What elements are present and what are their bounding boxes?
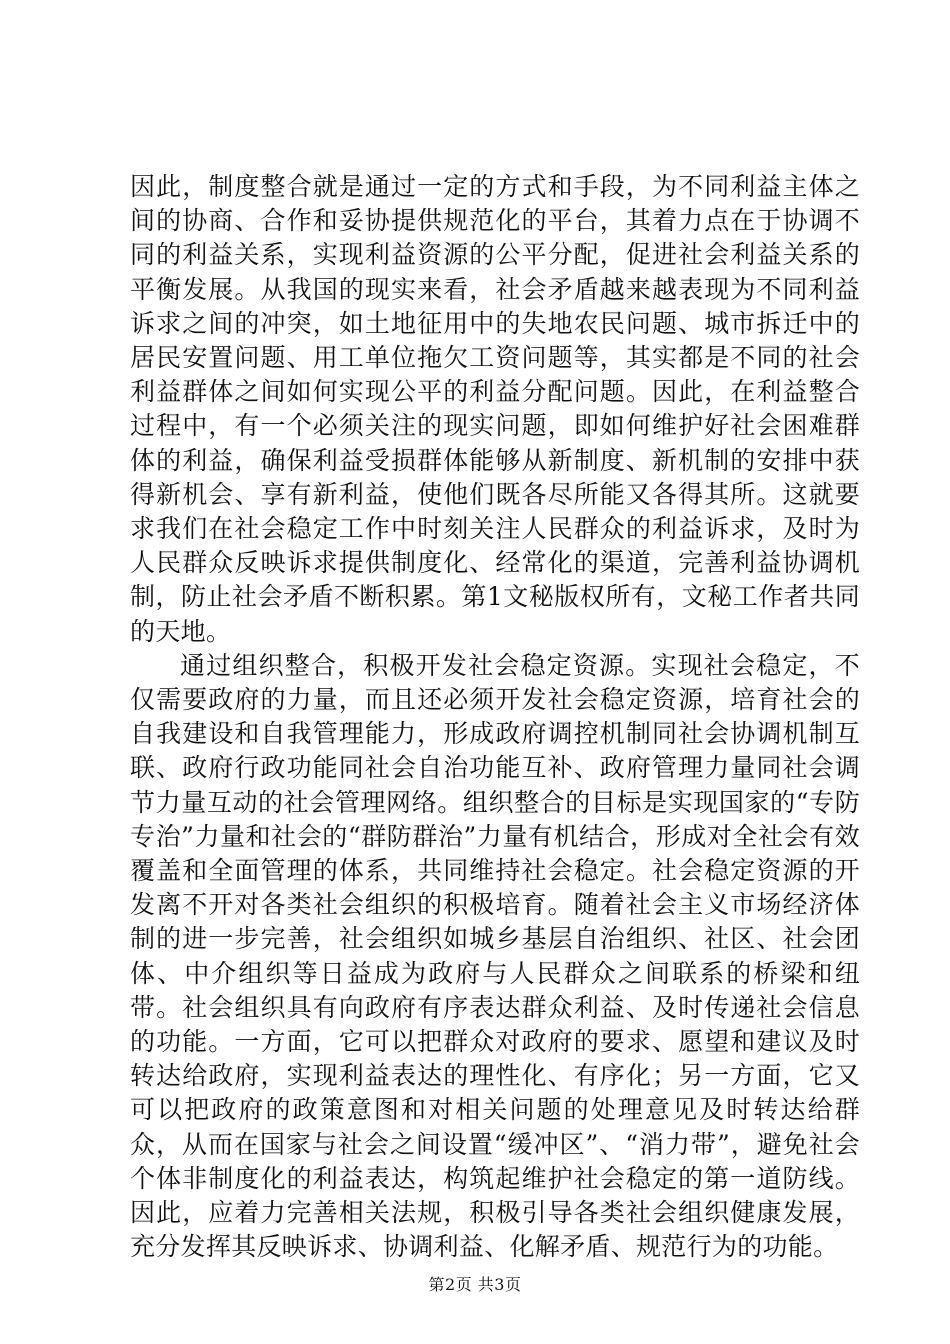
page-footer: 第2页 共3页 [428, 1275, 522, 1294]
paragraph-1: 因此，制度整合就是通过一定的方式和手段，为不同利益主体之间的协商、合作和妥协提供规范化的平台，其着力点在于协调不同的利益关系，实现利益资源的公平分配，促进社会利益关系的平衡发展。从我国的现实来看，社会矛盾越来越表现为不同利益诉求之间的冲突，如土地征用中的失地农民问题、城市拆迁中的居民安置问题、用工单位拖欠工资问题等，其实都是不同的社会利益群体之间如何实现公平的利益分配问题。因此，在利益整合过程中，有一个必须关注的现实问题，即如何维护好社会困难群体的利益，确保利益受损群体能够从新制度、新机制的安排中获得新机会、享有新利益，使他们既各尽所能又各得其所。这就要求我们在社会稳定工作中时刻关注人民群众的利益诉求，及时为人民群众反映诉求提供制度化、经常化的渠道，完善利益协调机制，防止社会矛盾不断积累。第1文秘版权所有，文秘工作者共同的天地。 [130, 172, 860, 646]
document-body [130, 170, 860, 1265]
paragraph-2: 通过组织整合，积极开发社会稳定资源。实现社会稳定，不仅需要政府的力量，而且还必须开发社会稳定资源，培育社会的自我建设和自我管理能力，形成政府调控机制同社会协调机制互联、政府行政功能同社会自治功能互补、政府管理力量同社会调节力量互动的社会管理网络。组织整合的目标是实现国家的“专防专治”力量和社会的“群防群治”力量有机结合，形成对全社会有效覆盖和全面管理的体系，共同维持社会稳定。社会稳定资源的开发离不开对各类社会组织的积极培育。随着社会主义市场经济体制的进一步完善，社会组织如城乡基层自治组织、社区、社会团体、中介组织等日益成为政府与人民群众之间联系的桥梁和纽带。社会组织具有向政府有序表达群众利益、及时传递社会信息的功能。一方面，它可以把群众对政府的要求、愿望和建议及时转达给政府，实现利益表达的理性化、有序化；另一方面，它又可以把政府的政策意图和对相关问题的处理意见及时转达给群众，从而在国家与社会之间设置“缓冲区”、“消力带”，避免社会个体非制度化的利益表达，构筑起维护社会稳定的第一道防线。因此，应着力完善相关法规，积极引导各类社会组织健康发展，充分发挥其反映诉求、协调利益、化解矛盾、规范行为的功能。 [130, 650, 860, 1262]
